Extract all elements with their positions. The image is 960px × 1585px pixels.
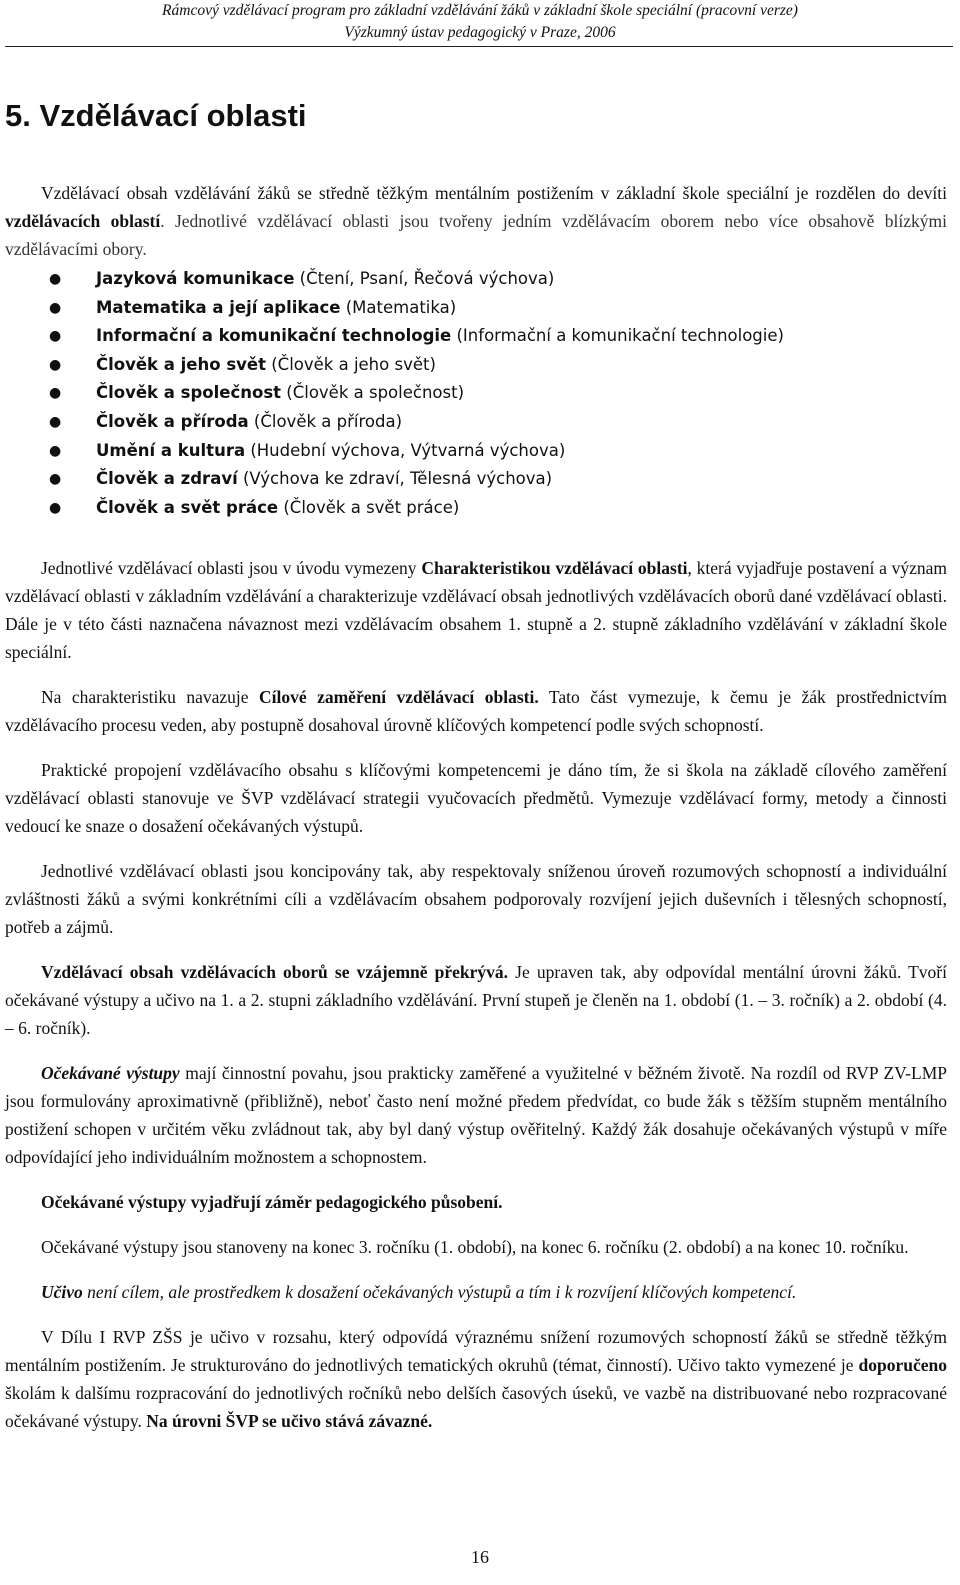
intro-text-2: . Jednotlivé vzdělávací oblasti jsou tvořeny jedním vzdělávacím oborem nebo více obsahově blízkými vzdělávacími obory. bbox=[5, 211, 948, 259]
paragraph-overlap: Vzdělávací obsah vzdělávacích oborů se vzájemně překrývá. Je upraven tak, aby odpovídal mentální úrovni žáků. Tvoří očekávané výstupy a učivo na 1. a 2. stupni základního vzdělávání. První stupeň je členěn na 1. období (1. – 3. ročník) a 2. období (4. – 6. ročník). bbox=[5, 962, 947, 1039]
list-item: ● Člověk a jeho svět (Člověk a jeho svět) bbox=[5, 351, 947, 380]
paragraph-outcomes: Očekávané výstupy mají činnostní povahu, jsou prakticky zaměřené a využitelné v běžném životě. Na rozdíl od RVP ZV-LMP jsou formulovány aproximativně (přibližně), neboť často není možné předem předvídat, co bude žák s těžším stupněm mentálního postižení schopen v určitém věku zvládnout tak, aby byl daný výstup ověřitelný. Každý žák dosahuje očekávaných výstupů v míře odpovídající jeho individuálním možnostem a schopnostem. bbox=[5, 1063, 947, 1168]
bullet-icon: ● bbox=[49, 328, 62, 345]
paragraph-goals: Na charakteristiku navazuje Cílové zaměření vzdělávací oblasti. Tato část vymezuje, k čemu je žák prostřednictvím vzdělávacího procesu veden, aby postupně dosahoval úrovně klíčových kompetencí podle svých schopností. bbox=[5, 687, 948, 736]
bullet-icon: ● bbox=[49, 499, 62, 516]
bullet-icon: ● bbox=[49, 299, 62, 316]
running-header bbox=[0, 0, 960, 44]
page-title: 5. Vzdělávací oblasti bbox=[5, 98, 307, 133]
bullet-icon: ● bbox=[49, 271, 62, 287]
paragraph-curriculum-scope: V Dílu I RVP ZŠS je učivo v rozsahu, který odpovídá výraznému snížení rozumových schopností žáků se středně těžkým mentálním postižením. Je strukturováno do jednotlivých tematických okruhů (témat, činností). Učivo takto vymezené je doporučeno školám k dalšímu rozpracování do jednotlivých ročníků nebo delších časových úseků, ve vazbě na distribuované nebo rozpracované očekávané výstupy. Na úrovni ŠVP se učivo stává závazné. bbox=[5, 1327, 947, 1432]
paragraph-outcomes-timing: Očekávané výstupy jsou stanoveny na konec 3. ročníku (1. období), na konec 6. ročníku (2. období) a na konec 10. ročníku. bbox=[41, 1237, 909, 1258]
header-line-2: Výzkumný ústav pedagogický v Praze, 2006 bbox=[344, 24, 616, 41]
list-item: ● Člověk a zdraví (Výchova ke zdraví, Tělesná výchova) bbox=[5, 465, 947, 494]
area-list bbox=[5, 265, 947, 522]
list-item: ● Člověk a příroda (Člověk a příroda) bbox=[5, 408, 947, 437]
header-divider bbox=[5, 46, 953, 47]
bullet-icon: ● bbox=[49, 442, 62, 459]
paragraph-characteristics: Jednotlivé vzdělávací oblasti jsou v úvodu vymezeny Charakteristikou vzdělávací oblasti, která vyjadřuje postavení a význam vzdělávací oblasti v základním vzdělávání a charakterizuje vzdělávací obsah jednotlivých vzdělávacích oborů dané vzdělávací oblasti. Dále je v této části naznačena návaznost mezi vzdělávacím obsahem 1. stupně a 2. stupně základního vzdělávání v základní škole speciální. bbox=[5, 558, 947, 663]
list-item: ● Člověk a společnost (Člověk a společnost) bbox=[5, 379, 947, 408]
intro-paragraph bbox=[5, 179, 947, 263]
list-item: ● Jazyková komunikace (Čtení, Psaní, Řečová výchova) bbox=[5, 265, 947, 294]
intro-bold: vzdělávacích oblastí bbox=[5, 211, 161, 231]
paragraph-conception: Jednotlivé vzdělávací oblasti jsou koncipovány tak, aby respektovaly sníženou úroveň rozumových schopností a individuální zvláštnosti žáků a svými konkrétními cíli a vzdělávacím obsahem podporovaly rozvíjení jejich duševních i tělesných schopností, potřeb a zájmů. bbox=[5, 861, 947, 938]
paragraph-outcomes-intent: Očekávané výstupy vyjadřují záměr pedagogického působení. bbox=[41, 1192, 503, 1213]
header-line-1: Rámcový vzdělávací program pro základní vzdělávání žáků v základní škole speciální (pracovní verze) bbox=[162, 2, 798, 19]
list-item: ● Člověk a svět práce (Člověk a svět práce) bbox=[5, 494, 947, 523]
page-number: 16 bbox=[471, 1547, 489, 1567]
bullet-icon: ● bbox=[49, 471, 62, 488]
bullet-icon: ● bbox=[49, 413, 62, 430]
intro-text-1: Vzdělávací obsah vzdělávání žáků se středně těžkým mentálním postižením v základní škole speciální je rozdělen do devíti bbox=[41, 183, 947, 203]
list-item: ● Matematika a její aplikace (Matematika) bbox=[5, 294, 947, 323]
bullet-icon: ● bbox=[49, 385, 62, 402]
paragraph-practical: Praktické propojení vzdělávacího obsahu s klíčovými kompetencemi je dáno tím, že si škola na základě cílového zaměření vzdělávací oblasti stanovuje ve ŠVP vzdělávací strategii vyučovacích předmětů. Vymezuje vzdělávací formy, metody a činnosti vedoucí ke snaze o dosažení očekávaných výstupů. bbox=[5, 760, 947, 837]
list-item: ● Informační a komunikační technologie (Informační a komunikační technologie) bbox=[5, 322, 947, 351]
bullet-icon: ● bbox=[49, 356, 62, 373]
document-body bbox=[5, 179, 947, 1435]
list-item: ● Umění a kultura (Hudební výchova, Výtvarná výchova) bbox=[5, 437, 947, 466]
paragraph-curriculum: Učivo není cílem, ale prostředkem k dosažení očekávaných výstupů a tím i k rozvíjení klíčových kompetencí. bbox=[41, 1282, 797, 1303]
